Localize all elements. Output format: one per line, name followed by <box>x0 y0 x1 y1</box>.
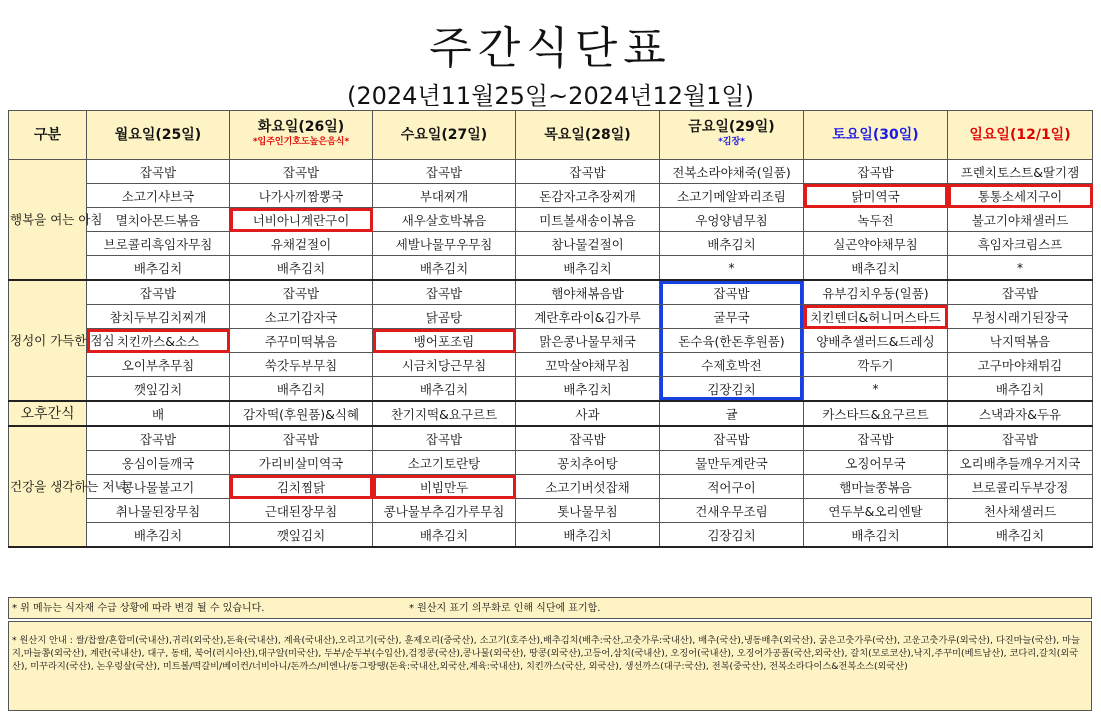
menu-item: 햄마늘쫑볶음 <box>804 475 948 499</box>
menu-item: 꽁치추어탕 <box>516 451 660 475</box>
menu-item: 수제호박전 <box>660 353 804 377</box>
menu-item: 치킨까스&소스 <box>87 329 230 353</box>
menu-item: 고구마야채튀김 <box>948 353 1093 377</box>
header-row <box>9 111 1093 160</box>
menu-item: 흑임자크림스프 <box>948 232 1093 256</box>
menu-item: 불고기야채샐러드 <box>948 208 1093 232</box>
menu-item: * <box>660 256 804 281</box>
menu-item: 치킨텐더&허니머스타드 <box>804 305 948 329</box>
note-line-1: * 위 메뉴는 식자재 수급 상황에 따라 변경 될 수 있습니다. <box>12 603 265 614</box>
day-label: 금요일(29일) <box>688 119 775 135</box>
menu-item: 찬기지떡&요구르트 <box>373 401 516 426</box>
day-header-mon <box>87 111 230 160</box>
menu-item: 콩나물불고기 <box>87 475 230 499</box>
dinner-row <box>9 475 1093 499</box>
menu-item: 멸치아몬드볶음 <box>87 208 230 232</box>
menu-item: 돈감자고추장찌개 <box>516 184 660 208</box>
page-title: 주간식단표 <box>429 23 672 74</box>
menu-item: 잡곡밥 <box>87 426 230 451</box>
lunch-row <box>9 329 1093 353</box>
menu-item: 물만두계란국 <box>660 451 804 475</box>
day-header-sun <box>948 111 1093 160</box>
menu-item: 콩나물부추김가루무침 <box>373 499 516 523</box>
breakfast-row <box>9 256 1093 281</box>
menu-item: 무청시래기된장국 <box>948 305 1093 329</box>
day-note: *입주인기호도높은음식* <box>252 137 350 147</box>
menu-item: 유부김치우동(일품) <box>804 280 948 305</box>
menu-item: 꼬막살야채무침 <box>516 353 660 377</box>
menu-item: 프렌치토스트&딸기잼 <box>948 160 1093 184</box>
breakfast-label: 행복을 여는 아침 <box>9 160 87 281</box>
menu-item: 잡곡밥 <box>660 280 804 305</box>
menu-item: 배추김치 <box>230 377 373 402</box>
menu-item: 잡곡밥 <box>373 280 516 305</box>
menu-item: 잡곡밥 <box>660 426 804 451</box>
menu-item: 잡곡밥 <box>373 160 516 184</box>
menu-item: * <box>948 256 1093 281</box>
category-header: 구분 <box>9 111 87 160</box>
menu-item: 천사채샐러드 <box>948 499 1093 523</box>
menu-item: 귤 <box>660 401 804 426</box>
menu-item: 소고기버섯잡채 <box>516 475 660 499</box>
menu-item: 계란후라이&김가루 <box>516 305 660 329</box>
menu-item: 쑥갓두부무침 <box>230 353 373 377</box>
menu-item: 배추김치 <box>660 232 804 256</box>
day-header-fri <box>660 111 804 160</box>
menu-item: 실곤약야채무침 <box>804 232 948 256</box>
day-label: 일요일(12/1일) <box>969 126 1071 143</box>
lunch-row <box>9 280 1093 305</box>
menu-item: 배 <box>87 401 230 426</box>
menu-item: 너비아니계란구이 <box>230 208 373 232</box>
menu-item: 배추김치 <box>87 523 230 548</box>
day-header-wed <box>373 111 516 160</box>
menu-item: 잡곡밥 <box>373 426 516 451</box>
menu-item: 닭곰탕 <box>373 305 516 329</box>
menu-item: 잡곡밥 <box>87 280 230 305</box>
day-label: 목요일(28일) <box>544 126 631 143</box>
menu-item: 배추김치 <box>948 377 1093 402</box>
menu-item: 잡곡밥 <box>230 160 373 184</box>
menu-item: 돈수육(한돈후원품) <box>660 329 804 353</box>
menu-item: 배추김치 <box>804 256 948 281</box>
menu-item: 잡곡밥 <box>804 160 948 184</box>
menu-item: 김장김치 <box>660 523 804 548</box>
weekly-menu-table <box>8 110 1093 548</box>
menu-item: 시금치당근무침 <box>373 353 516 377</box>
breakfast-row <box>9 232 1093 256</box>
menu-item: 스낵과자&두유 <box>948 401 1093 426</box>
lunch-row <box>9 305 1093 329</box>
day-label: 화요일(26일) <box>257 119 345 135</box>
menu-item: 잡곡밥 <box>230 426 373 451</box>
day-header-tue <box>230 111 373 160</box>
menu-item: 뱅어포조림 <box>373 329 516 353</box>
breakfast-row <box>9 160 1093 184</box>
menu-item: 미트볼새송이볶음 <box>516 208 660 232</box>
dinner-label: 건강을 생각하는 저녁 <box>9 426 87 547</box>
day-header-thu <box>516 111 660 160</box>
menu-item: 햄야채볶음밥 <box>516 280 660 305</box>
menu-item: 사과 <box>516 401 660 426</box>
menu-item: 브로콜리두부강정 <box>948 475 1093 499</box>
menu-item: 굴무국 <box>660 305 804 329</box>
snack-row <box>9 401 1093 426</box>
menu-item: 전복소라야채죽(일품) <box>660 160 804 184</box>
note-line-2: * 원산지 표기 의무화로 인해 식단에 표기함. <box>409 603 601 614</box>
menu-item: * <box>804 377 948 402</box>
menu-item: 나가사끼짬뽕국 <box>230 184 373 208</box>
menu-item: 카스타드&요구르트 <box>804 401 948 426</box>
breakfast-row <box>9 208 1093 232</box>
breakfast-row <box>9 184 1093 208</box>
menu-item: 배추김치 <box>516 523 660 548</box>
snack-label: 오후간식 <box>9 401 87 426</box>
menu-item: 소고기샤브국 <box>87 184 230 208</box>
menu-item: 주꾸미떡볶음 <box>230 329 373 353</box>
menu-item: 근대된장무침 <box>230 499 373 523</box>
menu-change-note <box>8 597 1092 619</box>
menu-item: 닭미역국 <box>804 184 948 208</box>
lunch-row <box>9 377 1093 402</box>
menu-item: 참나물겉절이 <box>516 232 660 256</box>
menu-item: 양배추샐러드&드레싱 <box>804 329 948 353</box>
menu-item: 톳나물무침 <box>516 499 660 523</box>
menu-item: 유채겉절이 <box>230 232 373 256</box>
menu-item: 김치찜닭 <box>230 475 373 499</box>
menu-item: 소고기감자국 <box>230 305 373 329</box>
menu-item: 적어구이 <box>660 475 804 499</box>
menu-item: 배추김치 <box>373 256 516 281</box>
dinner-row <box>9 523 1093 548</box>
menu-item: 소고기메알꽈리조림 <box>660 184 804 208</box>
menu-item: 배추김치 <box>373 377 516 402</box>
menu-item: 배추김치 <box>230 256 373 281</box>
menu-item: 참치두부김치찌개 <box>87 305 230 329</box>
menu-item: 잡곡밥 <box>87 160 230 184</box>
menu-item: 잡곡밥 <box>516 160 660 184</box>
menu-item: 취나물된장무침 <box>87 499 230 523</box>
menu-item: 세발나물무우무침 <box>373 232 516 256</box>
day-header-sat <box>804 111 948 160</box>
menu-item: 배추김치 <box>948 523 1093 548</box>
day-note: *김장* <box>718 137 745 147</box>
menu-item: 통통소세지구이 <box>948 184 1093 208</box>
menu-item: 배추김치 <box>516 377 660 402</box>
menu-item: 잡곡밥 <box>516 426 660 451</box>
day-label: 월요일(25일) <box>114 126 202 143</box>
menu-item: 부대찌개 <box>373 184 516 208</box>
menu-item: 소고기토란탕 <box>373 451 516 475</box>
origin-info: * 원산지 안내 : 쌀/찹쌀/혼합미(국내산),귀리(외국산),돈육(국내산), 계육(국내산),오리고기(국산), 훈제오리(중국산), 소고기(호주산),배추김치(배추:국산,고춧가루:국내산), 배추(국산),냉동배추(외국산), 굵은고춧가루(국산), 고운고춧가루(외국산), 다진마늘(국산), 마늘지,마늘쫑(외국산), 계란(국내산), 대구, 동태, 북어(러시아산),대구알(미국산), 두부/순두부(수입산),검정콩(국산),콩나물(외국산), 땅콩(외국산),고등어,삼치(국내산), 오징어(국내산), 오징어가공품(국산,외국산), 갈치(모로코산),낙지,주꾸미(베트남산), 코다리,갈치(외국산), 미꾸라지(국산), 논우렁살(국산), 미트볼/떡갈비/베이컨/너비아니/돈까스/비엔나/동그랑땡(돈육:국내산,외국산,계육:국내산), 치킨까스(국산, 외국산), 생선까스(대구:국산), 전복(중국산), 전복소라다이스&전복소스(외국산) <box>8 621 1092 711</box>
menu-item: 감자떡(후원품)&식혜 <box>230 401 373 426</box>
menu-item: 잡곡밥 <box>948 426 1093 451</box>
menu-item: 오리배추들깨우거지국 <box>948 451 1093 475</box>
dinner-row <box>9 426 1093 451</box>
menu-item: 새우살호박볶음 <box>373 208 516 232</box>
menu-item: 녹두전 <box>804 208 948 232</box>
lunch-row <box>9 353 1093 377</box>
menu-item: 배추김치 <box>87 256 230 281</box>
menu-item: 배추김치 <box>373 523 516 548</box>
date-range: (2024년11월25일~2024년12월1일) <box>347 82 754 110</box>
menu-item: 오징어무국 <box>804 451 948 475</box>
menu-item: 연두부&오리엔탈 <box>804 499 948 523</box>
menu-item: 잡곡밥 <box>230 280 373 305</box>
menu-item: 우엉양념무침 <box>660 208 804 232</box>
menu-item: 김장김치 <box>660 377 804 402</box>
menu-item: 옹심이들깨국 <box>87 451 230 475</box>
dinner-row <box>9 499 1093 523</box>
menu-item: 낙지떡볶음 <box>948 329 1093 353</box>
menu-item: 오이부추무침 <box>87 353 230 377</box>
dinner-row <box>9 451 1093 475</box>
menu-item: 맑은콩나물무채국 <box>516 329 660 353</box>
menu-item: 가리비살미역국 <box>230 451 373 475</box>
menu-item: 브로콜리흑임자무침 <box>87 232 230 256</box>
menu-item: 비빔만두 <box>373 475 516 499</box>
menu-item: 깻잎김치 <box>87 377 230 402</box>
menu-item: 깍두기 <box>804 353 948 377</box>
menu-item: 깻잎김치 <box>230 523 373 548</box>
menu-item: 배추김치 <box>516 256 660 281</box>
day-label: 토요일(30일) <box>832 126 919 143</box>
menu-item: 잡곡밥 <box>948 280 1093 305</box>
menu-item: 배추김치 <box>804 523 948 548</box>
menu-item: 잡곡밥 <box>804 426 948 451</box>
lunch-label: 정성이 가득한 점심 <box>9 280 87 401</box>
menu-item: 건새우무조림 <box>660 499 804 523</box>
day-label: 수요일(27일) <box>400 126 488 143</box>
